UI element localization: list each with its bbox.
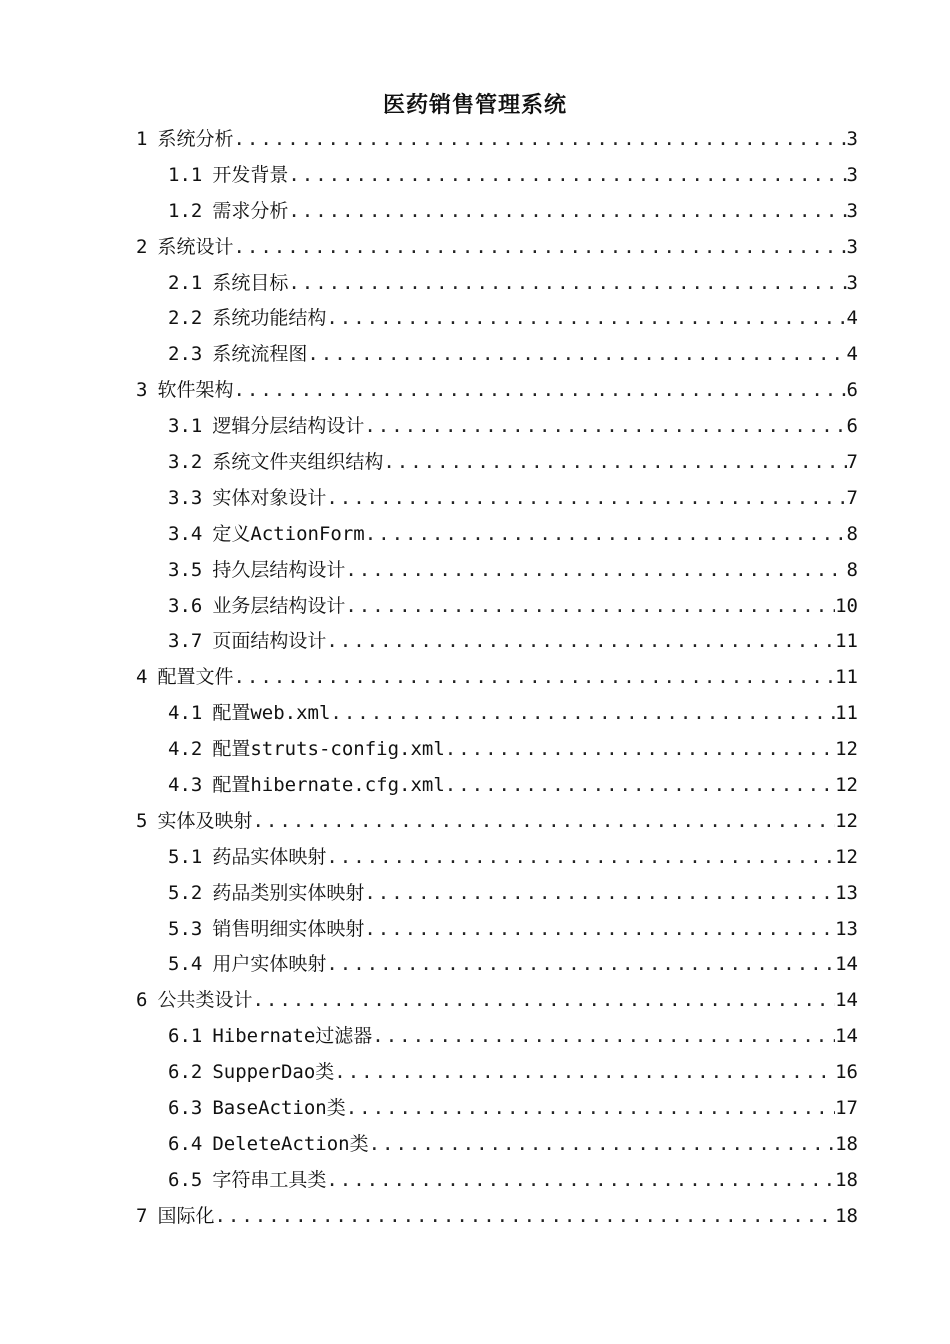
toc-dot-leader	[330, 696, 835, 732]
toc-entry-title: 字符串工具类	[212, 1168, 327, 1191]
toc-entry-page: 3	[846, 128, 858, 150]
toc-entry-number: 2.1	[168, 271, 203, 294]
toc-entry-number: 3.4	[168, 522, 203, 545]
toc-entry-title: 逻辑分层结构设计	[212, 415, 365, 438]
toc-entry[interactable]	[0, 517, 950, 553]
table-of-contents	[0, 122, 950, 1235]
toc-entry-title: 系统分析	[157, 128, 234, 150]
toc-entry-page: 14	[835, 1025, 858, 1048]
toc-entry-title: 实体及映射	[157, 809, 253, 832]
toc-entry-title: 系统功能结构	[212, 307, 327, 330]
toc-entry-number: 7	[136, 1204, 148, 1227]
toc-dot-leader	[326, 301, 846, 337]
toc-entry-number: 1.2	[168, 199, 203, 222]
toc-dot-leader	[345, 553, 846, 589]
toc-entry-title: 系统设计	[157, 235, 234, 258]
toc-entry-title: 用户实体映射	[212, 953, 327, 976]
toc-entry-page: 14	[835, 989, 858, 1012]
toc-entry-title: SupperDao类	[212, 1061, 335, 1084]
toc-entry-number: 3.6	[168, 594, 203, 617]
toc-entry-number: 5.4	[168, 953, 203, 976]
toc-entry-page: 6	[846, 379, 858, 402]
toc-entry-page: 16	[835, 1061, 858, 1084]
toc-entry-number: 2.2	[168, 307, 203, 330]
toc-entry-number: 1	[136, 128, 148, 150]
toc-entry[interactable]	[0, 589, 950, 625]
toc-entry[interactable]	[0, 624, 950, 660]
toc-dot-leader	[364, 876, 835, 912]
toc-entry-title: DeleteAction类	[212, 1132, 369, 1155]
toc-entry[interactable]	[0, 983, 950, 1019]
toc-entry[interactable]	[0, 1163, 950, 1199]
toc-entry[interactable]	[0, 1091, 950, 1127]
toc-entry-number: 6.5	[168, 1168, 203, 1191]
toc-dot-leader	[233, 373, 846, 409]
toc-entry-page: 4	[846, 343, 858, 366]
toc-entry-page: 4	[846, 307, 858, 330]
toc-entry-title: 配置web.xml	[212, 702, 331, 725]
toc-dot-leader	[233, 660, 835, 696]
toc-entry-number: 5.1	[168, 845, 203, 868]
toc-entry[interactable]	[0, 912, 950, 948]
toc-dot-leader	[334, 1055, 835, 1091]
toc-entry-title: 国际化	[157, 1204, 215, 1227]
toc-entry-page: 11	[835, 630, 858, 653]
toc-entry-number: 6.1	[168, 1025, 203, 1048]
toc-dot-leader	[345, 589, 835, 625]
toc-dot-leader	[307, 337, 846, 373]
toc-entry-number: 4.3	[168, 774, 203, 797]
toc-entry-number: 6	[136, 989, 148, 1012]
toc-entry-page: 18	[835, 1168, 858, 1191]
toc-entry-page: 12	[835, 809, 858, 832]
toc-dot-leader	[346, 1091, 835, 1127]
toc-entry[interactable]	[0, 1199, 950, 1235]
toc-entry-title: 销售明细实体映射	[212, 917, 365, 940]
toc-entry-title: Hibernate过滤器	[212, 1025, 373, 1048]
toc-entry-page: 11	[835, 666, 858, 689]
toc-dot-leader	[326, 947, 835, 983]
toc-entry[interactable]	[0, 481, 950, 517]
toc-entry-title: 配置hibernate.cfg.xml	[212, 774, 445, 797]
toc-entry-page: 3	[846, 163, 858, 186]
toc-dot-leader	[326, 624, 835, 660]
toc-entry[interactable]	[0, 1127, 950, 1163]
toc-entry-page: 14	[835, 953, 858, 976]
toc-dot-leader	[233, 122, 846, 158]
toc-dot-leader	[252, 983, 835, 1019]
toc-dot-leader	[445, 732, 835, 768]
toc-entry[interactable]	[0, 266, 950, 302]
toc-dot-leader	[364, 912, 835, 948]
toc-dot-leader	[383, 445, 846, 481]
toc-entry-number: 3.3	[168, 486, 203, 509]
toc-entry-title: 系统流程图	[212, 343, 308, 366]
toc-entry[interactable]	[0, 840, 950, 876]
toc-dot-leader	[214, 1199, 835, 1235]
toc-entry[interactable]	[0, 732, 950, 768]
toc-entry-title: 配置struts-config.xml	[212, 738, 445, 761]
toc-entry-page: 3	[846, 235, 858, 258]
toc-dot-leader	[372, 1019, 835, 1055]
toc-entry[interactable]	[0, 337, 950, 373]
toc-entry-title: 系统目标	[212, 271, 289, 294]
toc-entry-number: 3	[136, 379, 148, 402]
toc-entry-page: 13	[835, 917, 858, 940]
toc-entry-page: 11	[835, 702, 858, 725]
toc-entry-number: 1.1	[168, 163, 203, 186]
toc-dot-leader	[233, 230, 846, 266]
toc-entry-number: 2.3	[168, 343, 203, 366]
toc-entry-title: 系统文件夹组织结构	[212, 451, 384, 474]
toc-entry-number: 5.3	[168, 917, 203, 940]
toc-entry[interactable]	[0, 660, 950, 696]
toc-entry-number: 5.2	[168, 881, 203, 904]
toc-entry[interactable]	[0, 1055, 950, 1091]
toc-entry-page: 12	[835, 738, 858, 761]
toc-entry-page: 12	[835, 774, 858, 797]
toc-dot-leader	[326, 1163, 835, 1199]
toc-entry-title: 定义ActionForm	[212, 522, 365, 545]
toc-entry-number: 6.2	[168, 1061, 203, 1084]
toc-dot-leader	[252, 804, 835, 840]
toc-entry-page: 18	[835, 1132, 858, 1155]
toc-entry[interactable]	[0, 194, 950, 230]
toc-entry-page: 8	[846, 558, 858, 581]
toc-entry-number: 3.1	[168, 415, 203, 438]
toc-dot-leader	[288, 158, 846, 194]
toc-entry-title: 业务层结构设计	[212, 594, 346, 617]
toc-entry[interactable]	[0, 947, 950, 983]
toc-dot-leader	[288, 194, 846, 230]
toc-entry-page: 7	[846, 451, 858, 474]
toc-entry[interactable]	[0, 768, 950, 804]
toc-entry-title: 需求分析	[212, 199, 289, 222]
toc-entry-page: 18	[835, 1204, 858, 1227]
toc-entry[interactable]	[0, 301, 950, 337]
toc-entry[interactable]	[0, 1019, 950, 1055]
toc-entry-page: 12	[835, 845, 858, 868]
toc-dot-leader	[288, 266, 846, 302]
toc-entry-number: 3.7	[168, 630, 203, 653]
toc-dot-leader	[326, 840, 835, 876]
toc-entry-number: 5	[136, 809, 148, 832]
toc-entry-number: 4	[136, 666, 148, 689]
toc-entry-title: 持久层结构设计	[212, 558, 346, 581]
toc-entry-title: 公共类设计	[157, 989, 253, 1012]
toc-entry-page: 17	[835, 1097, 858, 1120]
toc-dot-leader	[326, 481, 846, 517]
toc-entry-number: 4.2	[168, 738, 203, 761]
toc-entry-page: 10	[835, 594, 858, 617]
toc-entry-page: 6	[846, 415, 858, 438]
document-title: 医药销售管理系统	[382, 93, 567, 118]
toc-entry[interactable]	[0, 230, 950, 266]
toc-entry-title: 软件架构	[157, 379, 234, 402]
toc-entry-title: 配置文件	[157, 666, 234, 689]
toc-entry-page: 3	[846, 199, 858, 222]
toc-entry[interactable]	[0, 445, 950, 481]
toc-dot-leader	[369, 1127, 836, 1163]
toc-entry[interactable]	[0, 409, 950, 445]
toc-entry[interactable]	[0, 876, 950, 912]
toc-entry-page: 13	[835, 881, 858, 904]
toc-entry[interactable]	[0, 696, 950, 732]
toc-entry[interactable]	[0, 804, 950, 840]
toc-entry-page: 3	[846, 271, 858, 294]
toc-entry[interactable]	[0, 122, 950, 158]
toc-dot-leader	[364, 409, 846, 445]
toc-entry[interactable]	[0, 373, 950, 409]
toc-entry-page: 7	[846, 486, 858, 509]
toc-entry-number: 2	[136, 235, 148, 258]
toc-entry-number: 3.5	[168, 558, 203, 581]
toc-entry-page: 8	[846, 522, 858, 545]
toc-entry-title: 开发背景	[212, 163, 289, 186]
toc-entry-number: 4.1	[168, 702, 203, 725]
toc-entry-number: 6.3	[168, 1097, 203, 1120]
toc-entry[interactable]	[0, 158, 950, 194]
toc-entry-number: 3.2	[168, 451, 203, 474]
toc-entry-title: 实体对象设计	[212, 486, 327, 509]
toc-entry-title: 药品实体映射	[212, 845, 327, 868]
toc-entry-number: 6.4	[168, 1132, 203, 1155]
toc-dot-leader	[365, 517, 847, 553]
toc-entry-title: 药品类别实体映射	[212, 881, 365, 904]
toc-entry-title: BaseAction类	[212, 1097, 346, 1120]
toc-dot-leader	[445, 768, 835, 804]
toc-entry-title: 页面结构设计	[212, 630, 327, 653]
toc-entry[interactable]	[0, 553, 950, 589]
